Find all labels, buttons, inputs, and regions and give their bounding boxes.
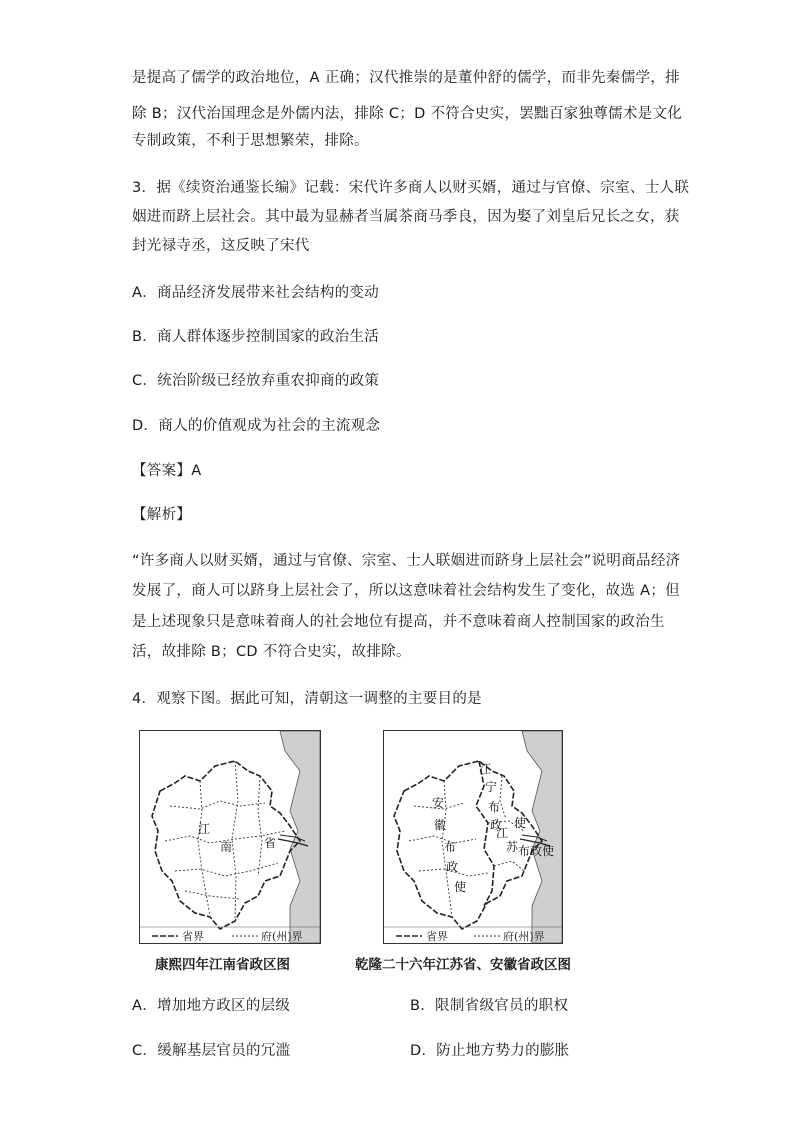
- q3-analysis-line-4: 活，故排除 B；CD 不符合史实，故排除。: [132, 644, 411, 660]
- prev-explanation-line-2: 除 B；汉代治国理念是外儒内法，排除 C；D 不符合史实，罢黜百家独尊儒术是文化: [132, 106, 683, 122]
- q4-option-d: D．防止地方势力的膨胀: [410, 1043, 570, 1059]
- q3-option-b: B．商人群体逐步控制国家的政治生活: [132, 329, 380, 345]
- map2-char-4: 政: [490, 818, 503, 832]
- map2-char-6: 安: [432, 796, 445, 810]
- q4-stem: 4．观察下图。据此可知，清朝这一调整的主要目的是: [132, 691, 482, 707]
- q3-option-c: C．统治阶级已经放弃重农抑商的政策: [132, 373, 380, 389]
- q3-stem-line-1: 3．据《续资治通鉴长编》记载：宋代许多商人以财买婿，通过与官僚、宗室、士人联: [132, 180, 690, 196]
- map2-legend-province: 省界: [426, 930, 448, 943]
- q4-option-b: B．限制省级官员的职权: [410, 998, 569, 1014]
- q3-option-d: D．商人的价值观成为社会的主流观念: [132, 418, 381, 434]
- map2-char-11: 江: [496, 826, 509, 840]
- q4-option-a: A．增加地方政区的层级: [132, 998, 291, 1014]
- map2-legend-prefecture: 府(州)界: [503, 930, 545, 943]
- map2-char-13: 布: [518, 844, 531, 858]
- map2-char-5: 使: [514, 816, 527, 830]
- map1-char-2: 南: [220, 840, 233, 854]
- map1-char-1: 江: [198, 822, 211, 836]
- map1-caption: 康熙四年江南省政区图: [155, 957, 290, 973]
- prev-explanation-line-3: 专制政策，不利于思想繁荣，排除。: [132, 133, 369, 149]
- map1-char-3: 省: [264, 836, 277, 850]
- map-kangxi-jiangnan: [139, 730, 321, 944]
- q4-option-c: C．缓解基层官员的冗滥: [132, 1043, 291, 1059]
- map2-char-15: 使: [542, 844, 555, 858]
- map-qianlong-jiangsu-anhui: [383, 730, 563, 944]
- map2-char-14: 政: [530, 844, 543, 858]
- map1-legend-prefecture: 府(州)界: [261, 930, 303, 943]
- map2-char-10: 使: [454, 880, 467, 894]
- map2-char-7: 徽: [434, 818, 447, 832]
- map2-caption: 乾隆二十六年江苏省、安徽省政区图: [355, 957, 571, 973]
- map2-char-9: 政: [446, 860, 459, 874]
- map2-char-8: 布: [444, 840, 457, 854]
- q3-stem-line-3: 封光禄寺丞，这反映了宋代: [132, 238, 310, 254]
- q3-option-a: A．商品经济发展带来社会结构的变动: [132, 285, 380, 301]
- map1-legend-province: 省界: [182, 930, 204, 943]
- q3-analysis-label: 【解析】: [132, 507, 192, 523]
- map2-char-2: 宁: [485, 780, 498, 794]
- q3-analysis-line-2: 发展了，商人可以跻身上层社会了，所以这意味着社会结构发生了变化，故选 A；但: [132, 583, 680, 599]
- map2-char-12: 苏: [506, 840, 519, 854]
- q3-analysis-line-3: 是上述现象只是意味着商人的社会地位有提高，并不意味着商人控制国家的政治生: [132, 614, 665, 630]
- map2-char-3: 布: [488, 800, 501, 814]
- q3-stem-line-2: 姻进而跻上层社会。其中最为显赫者当属茶商马季良，因为娶了刘皇后兄长之女，获: [132, 209, 680, 225]
- q3-analysis-line-1: “许多商人以财买婿，通过与官僚、宗室、士人联姻进而跻身上层社会”说明商品经济: [132, 553, 681, 569]
- prev-explanation-line-1: 是提高了儒学的政治地位，A 正确；汉代推崇的是董仲舒的儒学，而非先秦儒学，排: [132, 70, 680, 86]
- q3-answer: 【答案】A: [132, 463, 202, 479]
- map2-char-1: 江: [479, 762, 492, 776]
